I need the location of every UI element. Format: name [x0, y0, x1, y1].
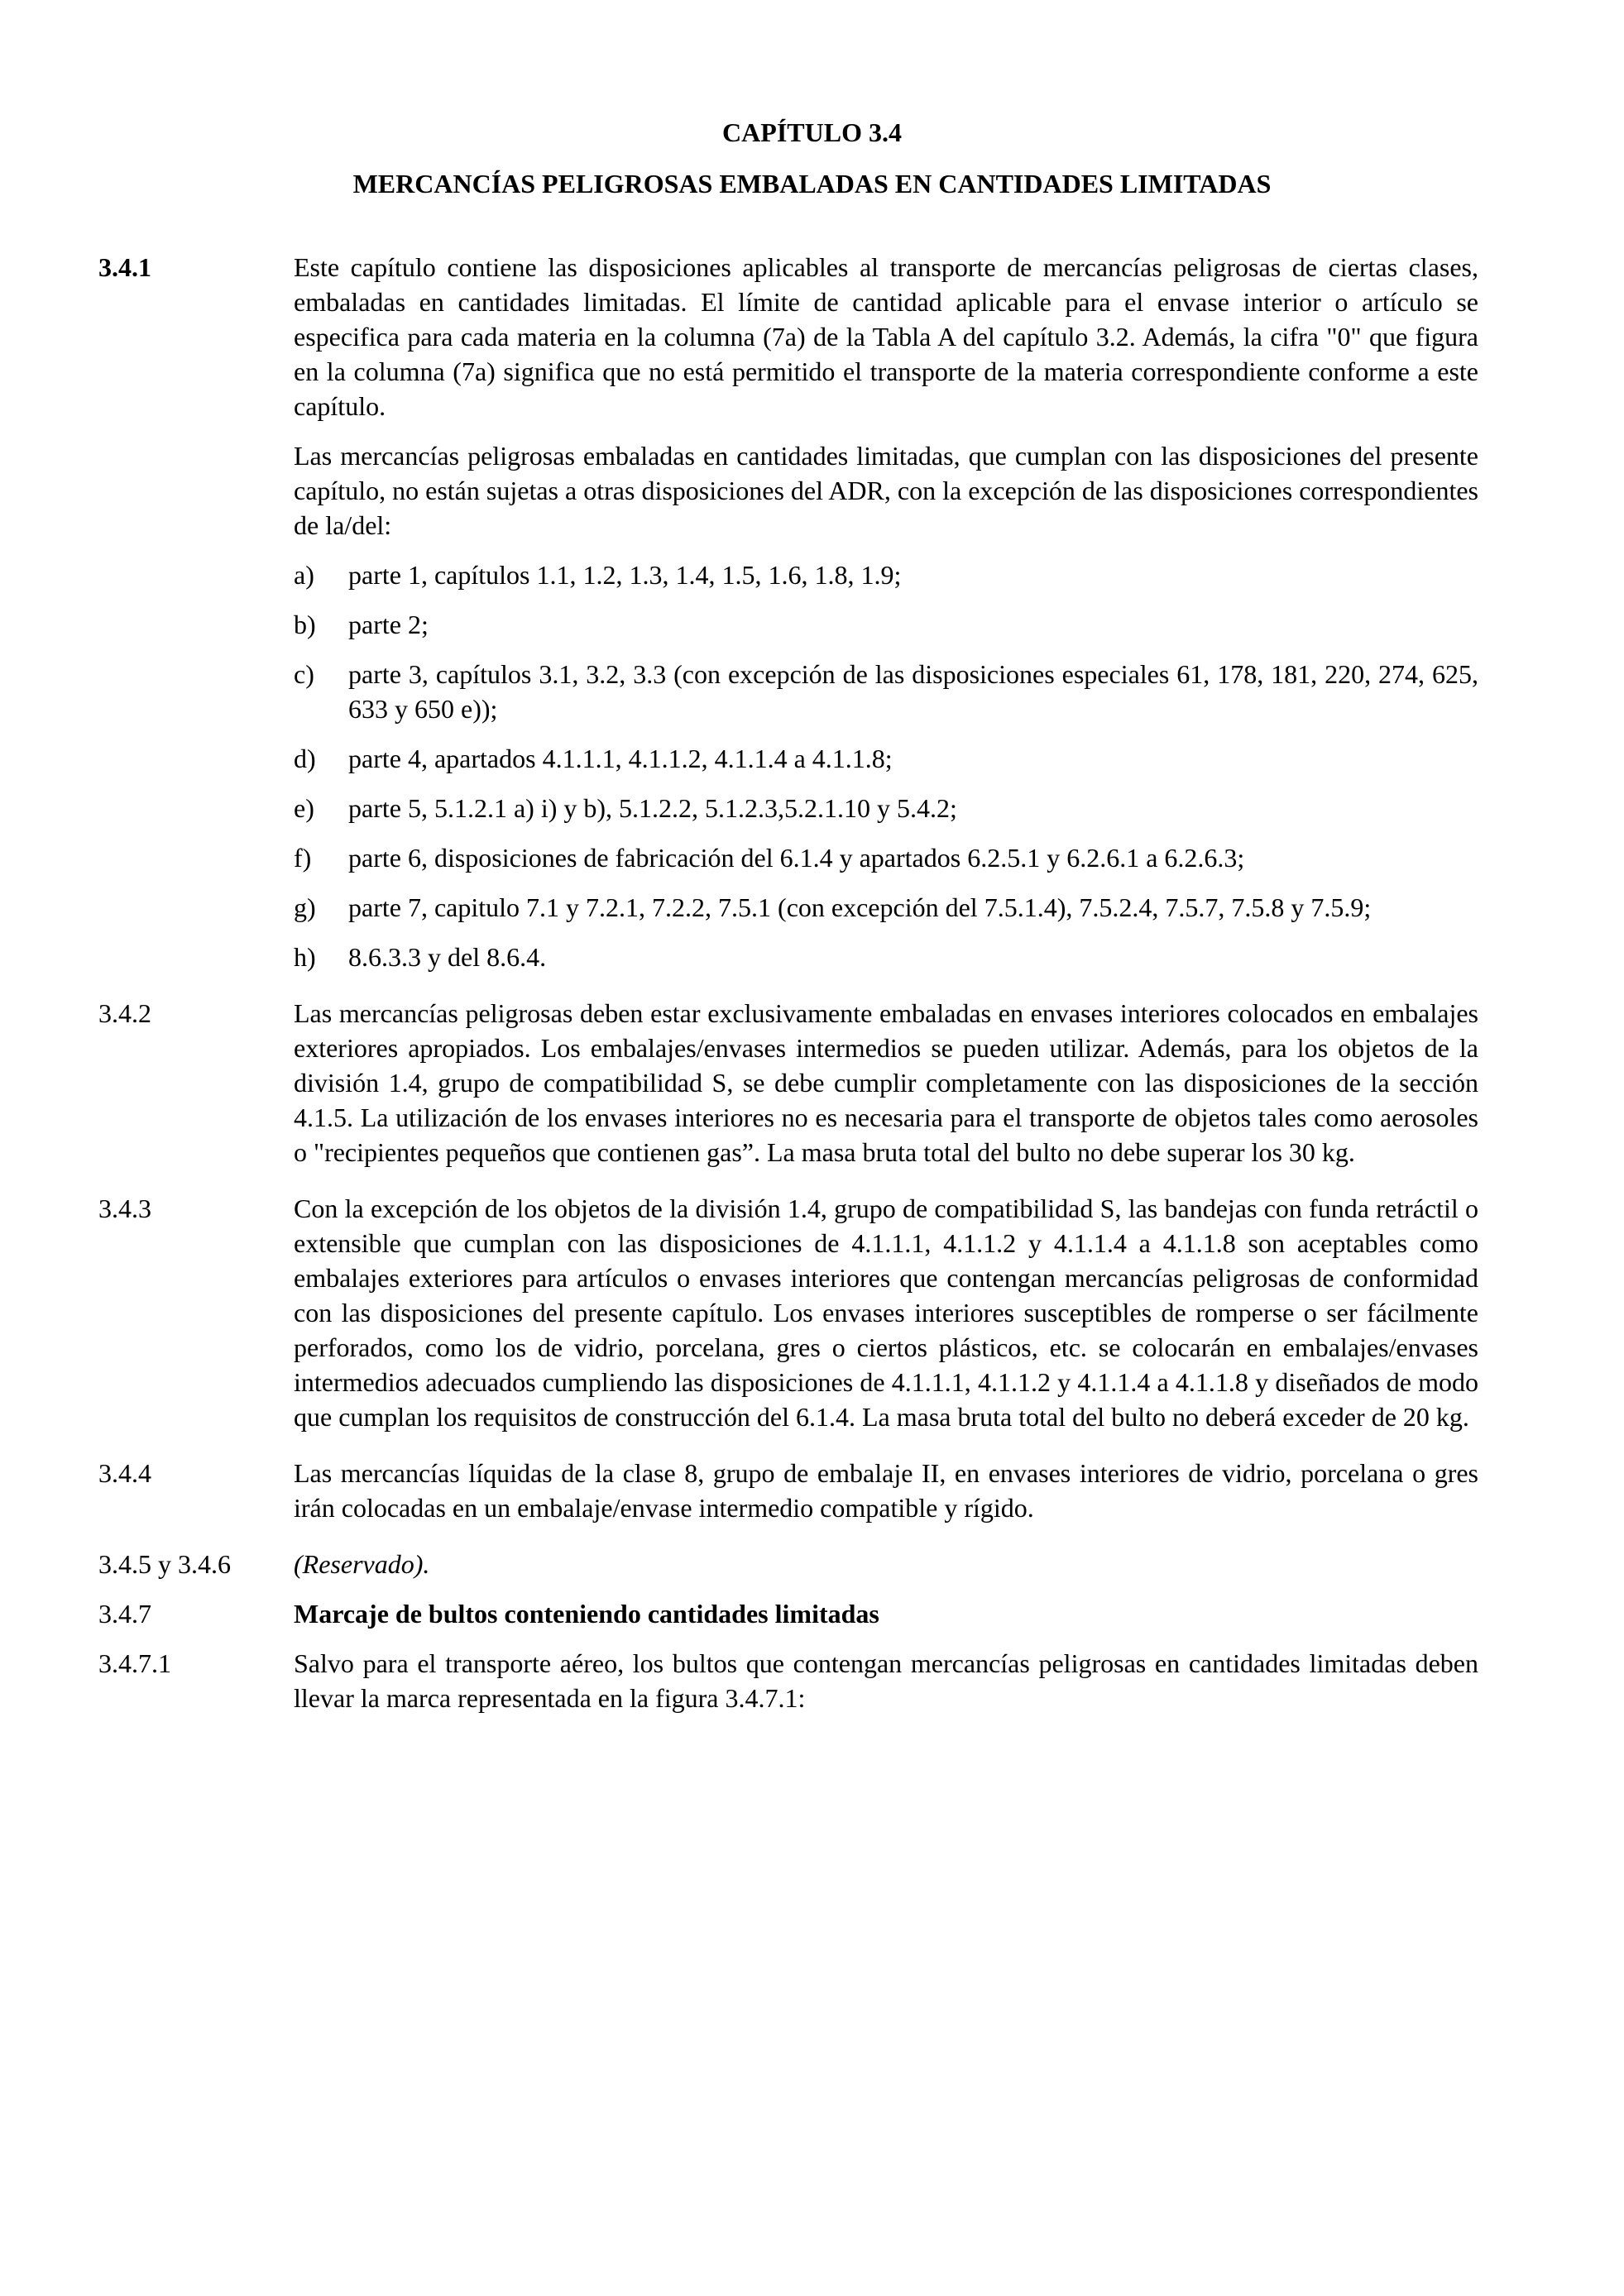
provisions-list [294, 557, 1478, 974]
section-number: 3.4.2 [98, 998, 151, 1028]
chapter-subtitle: MERCANCÍAS PELIGROSAS EMBALADAS EN CANTIDADES LIMITADAS [352, 169, 1272, 199]
list-item [294, 557, 1478, 592]
list-item [294, 607, 1478, 642]
list-item-text: parte 4, apartados 4.1.1.1, 4.1.1.2, 4.1.1.4 a 4.1.1.8; [348, 744, 893, 773]
section-3-4-7-1 [98, 1646, 1478, 1715]
list-item-letter: f) [294, 843, 312, 873]
section-text: Salvo para el transporte aéreo, los bultos que contengan mercancías peligrosas en cantidades limitadas deben llevar la marca representada en la figura 3.4.7.1: [294, 1648, 1478, 1713]
list-item-letter: a) [294, 560, 314, 590]
list-item-letter: b) [294, 610, 316, 639]
section-number: 3.4.7 [98, 1599, 151, 1629]
list-item-text: parte 3, capítulos 3.1, 3.2, 3.3 (con excepción de las disposiciones especiales 61, 178, 181, 220, 274, 625, 633 y 650 e)); [348, 659, 1478, 724]
list-item-text: parte 5, 5.1.2.1 a) i) y b), 5.1.2.2, 5.1.2.3,5.2.1.10 y 5.4.2; [348, 793, 957, 823]
section-body [294, 250, 1478, 974]
section-number: 3.4.1 [98, 252, 151, 282]
section-3-4-1 [98, 250, 1478, 974]
section-3-4-5-6 [98, 1547, 1478, 1581]
list-item [294, 791, 1478, 825]
list-item-letter: h) [294, 942, 316, 972]
document-body [98, 250, 1478, 1737]
list-item-letter: e) [294, 793, 314, 823]
section-number: 3.4.5 y 3.4.6 [98, 1549, 231, 1579]
list-item-letter: d) [294, 744, 316, 773]
list-item-text: 8.6.3.3 y del 8.6.4. [348, 942, 547, 972]
list-item-letter: c) [294, 659, 314, 689]
list-item-text: parte 7, capitulo 7.1 y 7.2.1, 7.2.2, 7.5.1 (con excepción del 7.5.1.4), 7.5.2.4, 7.5.7, 7.5.8 y 7.5.9; [348, 892, 1372, 922]
list-item [294, 741, 1478, 776]
chapter-title: CAPÍTULO 3.4 [722, 117, 902, 147]
section-number: 3.4.7.1 [98, 1648, 171, 1678]
section-3-4-7 [98, 1596, 1478, 1631]
section-3-4-3 [98, 1191, 1478, 1434]
section-number: 3.4.3 [98, 1193, 151, 1223]
list-item-letter: g) [294, 892, 316, 922]
list-item [294, 657, 1478, 726]
list-item [294, 840, 1478, 875]
list-item [294, 890, 1478, 925]
list-item-text: parte 1, capítulos 1.1, 1.2, 1.3, 1.4, 1.5, 1.6, 1.8, 1.9; [348, 560, 902, 590]
section-3-4-4 [98, 1456, 1478, 1525]
paragraph: Las mercancías peligrosas embaladas en cantidades limitadas, que cumplan con las disposiciones del presente capítulo, no están sujetas a otras disposiciones del ADR, con la excepción de las disposiciones correspondientes de la/del: [294, 441, 1478, 540]
list-item [294, 940, 1478, 974]
list-item-text: parte 2; [348, 610, 429, 639]
section-text: Las mercancías peligrosas deben estar exclusivamente embaladas en envases interiores colocados en embalajes exteriores apropiados. Los embalajes/envases intermedios se pueden utilizar. Además, para los objetos de la división 1.4, grupo de compatibilidad S, se debe cumplir completamente con las disposiciones de la sección 4.1.5. La utilización de los envases interiores no es necesaria para el transporte de objetos tales como aerosoles o "recipientes pequeños que contienen gas”. La masa bruta total del bulto no debe superar los 30 kg. [294, 998, 1478, 1167]
section-text: Con la excepción de los objetos de la división 1.4, grupo de compatibilidad S, las bandejas con funda retráctil o extensible que cumplan con las disposiciones de 4.1.1.1, 4.1.1.2 y 4.1.1.4 a 4.1.1.8 son aceptables como embalajes exteriores para artículos o envases interiores que contengan mercancías peligrosas de conformidad con las disposiciones del presente capítulo. Los envases interiores susceptibles de romperse o ser fácilmente perforados, como los de vidrio, porcelana, gres o ciertos plásticos, etc. se colocarán en embalajes/envases intermedios adecuados cumpliendo las disposiciones de 4.1.1.1, 4.1.1.2 y 4.1.1.4 a 4.1.1.8 y diseñados de modo que cumplan los requisitos de construcción del 6.1.4. La masa bruta total del bulto no deberá exceder de 20 kg. [294, 1193, 1478, 1432]
section-heading: Marcaje de bultos conteniendo cantidades limitadas [294, 1599, 879, 1629]
list-item-text: parte 6, disposiciones de fabricación del 6.1.4 y apartados 6.2.5.1 y 6.2.6.1 a 6.2.6.3; [348, 843, 1245, 873]
section-text: Las mercancías líquidas de la clase 8, grupo de embalaje II, en envases interiores de vidrio, porcelana o gres irán colocadas en un embalaje/envase intermedio compatible y rígido. [294, 1458, 1478, 1523]
paragraph: Este capítulo contiene las disposiciones aplicables al transporte de mercancías peligrosas de ciertas clases, embaladas en cantidades limitadas. El límite de cantidad aplicable para el envase interior o artículo se especifica para cada materia en la columna (7a) de la Tabla A del capítulo 3.2. Además, la cifra "0" que figura en la columna (7a) significa que no está permitido el transporte de la materia correspondiente conforme a este capítulo. [294, 252, 1478, 421]
section-number: 3.4.4 [98, 1458, 151, 1488]
section-3-4-2 [98, 996, 1478, 1170]
section-text: (Reservado). [294, 1549, 430, 1579]
